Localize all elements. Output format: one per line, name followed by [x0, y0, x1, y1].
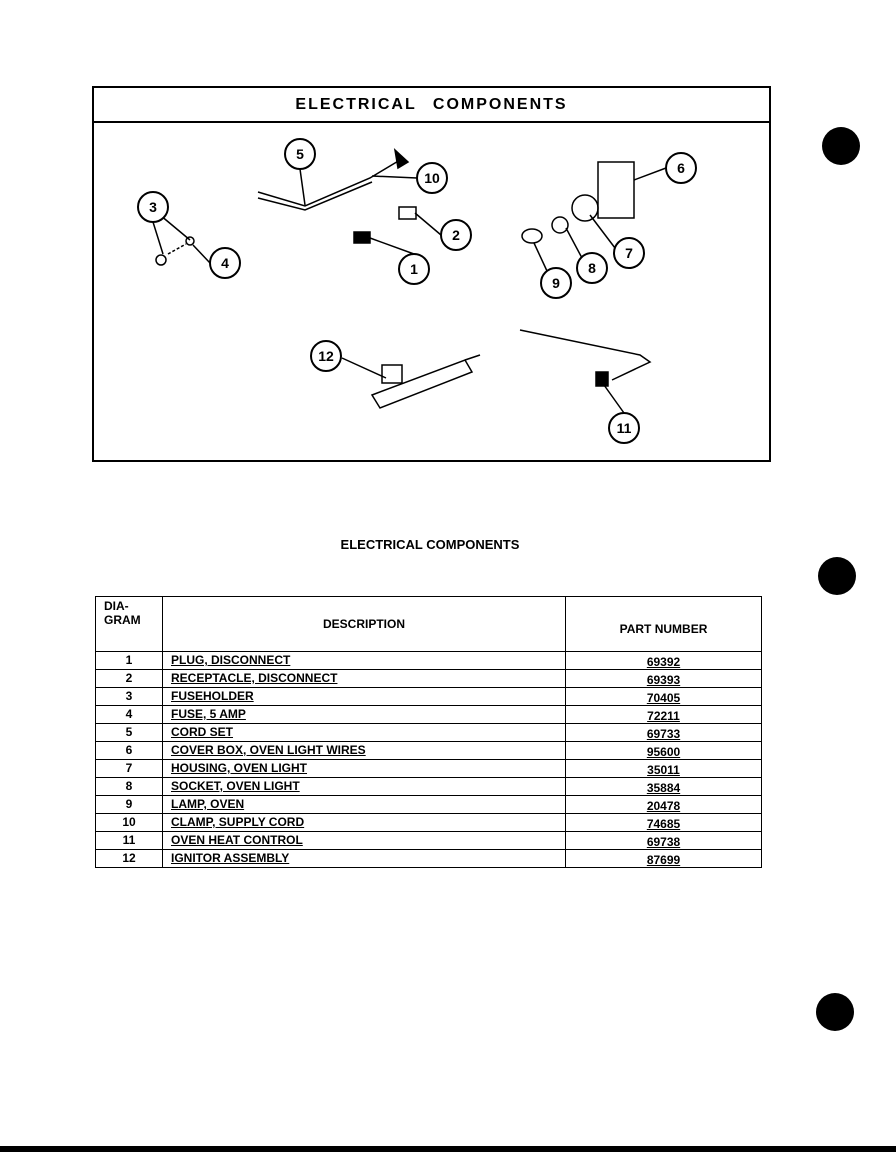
- table-row: [96, 832, 762, 850]
- callout-label: 10: [424, 170, 440, 186]
- scan-edge: [0, 1146, 896, 1152]
- description-cell: RECEPTACLE, DISCONNECT: [163, 670, 566, 688]
- diagram-number-cell: 2: [96, 670, 163, 688]
- callout-6: [666, 153, 696, 183]
- table-row: [96, 670, 762, 688]
- header-diagram: [96, 597, 163, 652]
- part-number-cell: 69738: [566, 832, 762, 850]
- part-number-cell: 35011: [566, 760, 762, 778]
- diagram-number-cell: 12: [96, 850, 163, 868]
- callout-label: 4: [221, 255, 229, 271]
- description-cell: CLAMP, SUPPLY CORD: [163, 814, 566, 832]
- description-cell: IGNITOR ASSEMBLY: [163, 850, 566, 868]
- part-number-cell: 69733: [566, 724, 762, 742]
- callout-7: [614, 238, 644, 268]
- description-cell: OVEN HEAT CONTROL: [163, 832, 566, 850]
- table-row: [96, 724, 762, 742]
- part-number-cell: 20478: [566, 796, 762, 814]
- header-diagram-label: DIA- GRAM: [104, 599, 141, 627]
- header-description: DESCRIPTION: [163, 597, 566, 652]
- callout-2: [441, 220, 471, 250]
- callout-5: [285, 139, 315, 169]
- description-cell: FUSE, 5 AMP: [163, 706, 566, 724]
- part-number-cell: 87699: [566, 850, 762, 868]
- callout-label: 5: [296, 146, 304, 162]
- table-row: [96, 742, 762, 760]
- header-part-number: PART NUMBER: [566, 597, 762, 652]
- description-cell: CORD SET: [163, 724, 566, 742]
- part-number-cell: 95600: [566, 742, 762, 760]
- table-header-row: [96, 597, 762, 652]
- table-row: [96, 760, 762, 778]
- callout-3: [138, 192, 168, 222]
- description-cell: FUSEHOLDER: [163, 688, 566, 706]
- table-row: [96, 652, 762, 670]
- callout-1: [399, 254, 429, 284]
- description-cell: COVER BOX, OVEN LIGHT WIRES: [163, 742, 566, 760]
- binder-hole: [818, 557, 856, 595]
- part-number-cell: 69392: [566, 652, 762, 670]
- diagram-number-cell: 8: [96, 778, 163, 796]
- callout-label: 9: [552, 275, 560, 291]
- parts-list-title: ELECTRICAL COMPONENTS: [340, 537, 520, 552]
- description-cell: SOCKET, OVEN LIGHT: [163, 778, 566, 796]
- diagram-number-cell: 3: [96, 688, 163, 706]
- callout-label: 3: [149, 199, 157, 215]
- table-row: [96, 850, 762, 868]
- callout-10: [417, 163, 447, 193]
- callout-label: 7: [625, 245, 633, 261]
- callout-9: [541, 268, 571, 298]
- callout-12: [311, 341, 341, 371]
- part-number-cell: 74685: [566, 814, 762, 832]
- lamp-part: [522, 229, 542, 243]
- part-number-cell: 35884: [566, 778, 762, 796]
- table-row: [96, 706, 762, 724]
- callout-label: 8: [588, 260, 596, 276]
- diagram-number-cell: 11: [96, 832, 163, 850]
- description-cell: HOUSING, OVEN LIGHT: [163, 760, 566, 778]
- description-cell: LAMP, OVEN: [163, 796, 566, 814]
- parts-table: [95, 596, 762, 868]
- table-row: [96, 688, 762, 706]
- cover-box-part: [598, 162, 634, 218]
- parts-diagram: [0, 0, 896, 480]
- table-row: [96, 814, 762, 832]
- diagram-number-cell: 5: [96, 724, 163, 742]
- callout-label: 6: [677, 160, 685, 176]
- diagram-number-cell: 1: [96, 652, 163, 670]
- callout-label: 2: [452, 227, 460, 243]
- callout-11: [609, 413, 639, 443]
- callout-label: 1: [410, 261, 418, 277]
- diagram-number-cell: 9: [96, 796, 163, 814]
- callout-label: 11: [616, 420, 632, 436]
- table-row: [96, 778, 762, 796]
- binder-hole: [816, 993, 854, 1031]
- part-number-cell: 72211: [566, 706, 762, 724]
- plug-part: [354, 232, 370, 243]
- callout-8: [577, 253, 607, 283]
- description-cell: PLUG, DISCONNECT: [163, 652, 566, 670]
- cord-set-part: [258, 160, 400, 206]
- part-number-cell: 70405: [566, 688, 762, 706]
- table-row: [96, 796, 762, 814]
- part-number-cell: 69393: [566, 670, 762, 688]
- callout-label: 12: [318, 348, 334, 364]
- diagram-number-cell: 4: [96, 706, 163, 724]
- diagram-number-cell: 6: [96, 742, 163, 760]
- housing-part: [572, 195, 598, 221]
- diagram-title: ELECTRICAL COMPONENTS: [94, 88, 769, 123]
- diagram-number-cell: 7: [96, 760, 163, 778]
- callout-4: [210, 248, 240, 278]
- ignitor-part: [372, 360, 472, 408]
- diagram-number-cell: 10: [96, 814, 163, 832]
- heat-control-part: [520, 330, 650, 380]
- receptacle-part: [399, 207, 416, 219]
